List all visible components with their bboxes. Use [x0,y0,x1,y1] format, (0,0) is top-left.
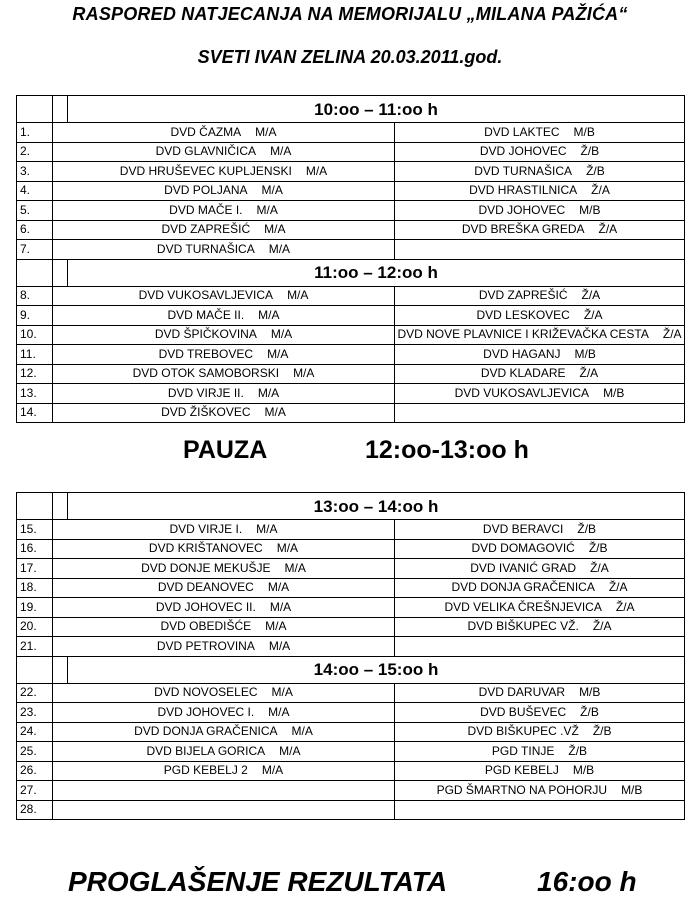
right-lane-cell [395,539,685,559]
table-row [17,578,685,598]
left-team: DVD JOHOVEC II. [155,599,256,614]
right-lane-cell [395,761,685,781]
right-category: Ž/A [583,307,603,322]
table-row [17,384,685,404]
pause-time: 12:oo-13:oo h [365,436,529,464]
time-slot-row [17,493,685,520]
left-category: M/A [291,724,313,739]
table-row [17,559,685,579]
right-lane-cell [395,325,685,345]
row-number: 12. [17,364,53,384]
left-lane-cell [53,142,395,162]
row-number: 15. [17,520,53,540]
right-team: DVD KLADARE [480,366,566,381]
schedule-table-afternoon [16,492,685,820]
left-category: M/A [293,366,315,381]
left-category: M/A [267,580,290,595]
row-number: 1. [17,123,53,143]
right-team: DVD TURNAŠICA [474,163,573,178]
table-row [17,142,685,162]
row-number: 7. [17,240,53,260]
row-number: 20. [17,617,53,637]
left-category: M/A [261,183,283,198]
table-row [17,403,685,423]
table-row [17,325,685,345]
row-number: 4. [17,181,53,201]
left-category: M/A [279,743,301,758]
left-team: DVD ŽIŠKOVEC [161,405,251,420]
table-row [17,761,685,781]
left-category: M/A [305,163,328,178]
right-category: M/B [572,763,595,778]
right-category: Ž/B [577,521,597,536]
left-team: PGD KEBELJ 2 [163,763,248,778]
left-team: DVD DONJA GRAČENICA [134,724,278,739]
table-row [17,162,685,182]
right-category: Ž/A [598,222,618,237]
left-category: M/A [268,704,290,719]
left-category: M/A [270,144,292,159]
time-slot-label: 14:oo – 15:oo h [68,656,685,683]
left-lane-cell [53,559,395,579]
row-number: 19. [17,598,53,618]
right-category: Ž/A [591,183,610,198]
table-row [17,637,685,657]
left-category: M/A [287,288,309,303]
left-lane-cell [53,800,395,820]
right-category: Ž/A [608,580,628,595]
right-category: M/B [579,202,601,217]
right-category: Ž/B [592,724,612,739]
left-lane-cell [53,306,395,326]
right-category: Ž/B [580,144,600,159]
right-team: DVD VUKOSAVLJEVICA [454,385,590,400]
left-team: DVD MAČE II. [167,307,245,322]
right-lane-cell [395,220,685,240]
left-category: M/A [269,599,292,614]
right-lane-cell [395,403,685,423]
table-row [17,240,685,260]
left-team: DVD TREBOVEC [158,346,254,361]
left-team: DVD POLJANA [164,183,248,198]
row-number: 16. [17,539,53,559]
right-lane-cell [395,598,685,618]
slot-header-empty [53,96,68,123]
left-team: DVD TURNAŠICA [156,241,255,256]
left-lane-cell [53,761,395,781]
left-team: DVD HRUŠEVEC KUPLJENSKI [119,163,292,178]
right-category: Ž/A [590,560,609,575]
left-category: M/A [256,202,278,217]
right-lane-cell [395,703,685,723]
row-number: 13. [17,384,53,404]
right-category: M/B [574,346,596,361]
right-lane-cell [395,722,685,742]
left-team: DVD JOHOVEC I. [157,704,255,719]
left-team: DVD ČAZMA [170,124,242,139]
right-team: DVD NOVE PLAVNICE I KRIŽEVAČKA CESTA [397,327,649,342]
time-slot-row [17,96,685,123]
slot-header-empty [17,96,53,123]
left-category: M/A [261,763,284,778]
row-number: 18. [17,578,53,598]
slot-header-empty [53,493,68,520]
left-team: DVD MAČE I. [169,202,243,217]
left-category: M/A [271,685,293,700]
left-lane-cell [53,683,395,703]
right-lane-cell [395,181,685,201]
right-lane-cell [395,683,685,703]
table-row [17,781,685,801]
left-lane-cell [53,325,395,345]
table-row [17,742,685,762]
left-lane-cell [53,539,395,559]
table-row [17,520,685,540]
left-team: DVD OTOK SAMOBORSKI [132,366,280,381]
right-team: DVD JOHOVEC [478,202,566,217]
left-lane-cell [53,598,395,618]
row-number: 25. [17,742,53,762]
right-team: DVD LESKOVEC [476,307,570,322]
time-slot-label: 10:oo – 11:oo h [68,96,685,123]
left-lane-cell [53,364,395,384]
right-lane-cell [395,800,685,820]
left-lane-cell [53,578,395,598]
left-team: DVD VUKOSAVLJEVICA [138,288,274,303]
right-lane-cell [395,637,685,657]
row-number: 3. [17,162,53,182]
left-lane-cell [53,742,395,762]
right-lane-cell [395,162,685,182]
row-number: 22. [17,683,53,703]
schedule-table-morning [16,95,685,423]
left-team: DVD BIJELA GORICA [146,743,266,758]
right-lane-cell [395,286,685,306]
time-slot-row [17,259,685,286]
table-row [17,286,685,306]
right-team: DVD DARUVAR [478,685,566,700]
right-category: M/B [621,782,643,797]
table-row [17,598,685,618]
right-team: DVD HRASTILNICA [469,183,578,198]
left-lane-cell [53,403,395,423]
right-team: DVD DONJA GRAČENICA [451,580,595,595]
left-category: M/A [255,124,277,139]
left-team: DVD ZAPREŠIĆ [161,222,251,237]
table-row [17,539,685,559]
left-team: DVD OBEDIŠĆE [160,619,252,634]
row-number: 2. [17,142,53,162]
right-lane-cell [395,520,685,540]
table-row [17,703,685,723]
table-row [17,722,685,742]
right-lane-cell [395,345,685,365]
time-slot-row [17,656,685,683]
left-lane-cell [53,703,395,723]
slot-header-empty [17,259,53,286]
left-lane-cell [53,220,395,240]
row-number: 11. [17,345,53,365]
left-lane-cell [53,123,395,143]
table-row [17,683,685,703]
right-category: M/B [579,685,601,700]
slot-header-empty [53,259,68,286]
left-team: DVD VIRJE I. [169,521,243,536]
right-lane-cell [395,617,685,637]
results-label: PROGLAŠENJE REZULTATA [68,866,448,897]
slot-header-empty [53,656,68,683]
row-number: 8. [17,286,53,306]
right-lane-cell [395,781,685,801]
row-number: 23. [17,703,53,723]
table-row [17,220,685,240]
right-category: Ž/B [568,743,588,758]
left-lane-cell [53,637,395,657]
left-category: M/A [270,327,293,342]
left-team: DVD PETROVINA [156,638,255,653]
row-number: 9. [17,306,53,326]
left-team: DVD NOVOSELEC [154,685,258,700]
right-team: DVD BERAVCI [482,521,564,536]
right-lane-cell [395,306,685,326]
right-lane-cell [395,578,685,598]
slot-header-empty [17,656,53,683]
left-lane-cell [53,345,395,365]
right-team: PGD KEBELJ [484,763,559,778]
right-team: DVD IVANIĆ GRAD [470,560,577,575]
left-team: DVD DEANOVEC [157,580,254,595]
pause-label: PAUZA [183,436,268,464]
right-category: Ž/B [580,704,599,719]
right-lane-cell [395,559,685,579]
row-number: 6. [17,220,53,240]
time-slot-label: 11:oo – 12:oo h [68,259,685,286]
right-category: Ž/B [588,541,608,556]
table-row [17,201,685,221]
left-category: M/A [265,619,287,634]
left-lane-cell [53,384,395,404]
right-lane-cell [395,240,685,260]
slot-header-empty [17,493,53,520]
right-team: DVD DOMAGOVIĆ [471,541,575,556]
right-category: Ž/A [615,599,635,614]
left-category: M/A [268,241,291,256]
row-number: 14. [17,403,53,423]
table-row [17,345,685,365]
left-team: DVD ŠPIČKOVINA [154,327,257,342]
right-team: DVD VELIKA ČREŠNJEVICA [444,599,602,614]
left-lane-cell [53,722,395,742]
row-number: 5. [17,201,53,221]
right-team: DVD ZAPREŠIĆ [478,288,568,303]
right-team: DVD LAKTEC [484,124,560,139]
left-category: M/A [256,521,278,536]
left-lane-cell [53,286,395,306]
right-lane-cell [395,742,685,762]
right-team: PGD ŠMARTNO NA POHORJU [436,782,608,797]
row-number: 10. [17,325,53,345]
left-lane-cell [53,181,395,201]
right-category: Ž/A [579,366,599,381]
row-number: 24. [17,722,53,742]
right-lane-cell [395,384,685,404]
row-number: 27. [17,781,53,801]
table-row [17,181,685,201]
left-lane-cell [53,617,395,637]
document-subtitle: SVETI IVAN ZELINA 20.03.2011.god. [197,47,503,67]
left-lane-cell [53,201,395,221]
table-row [17,123,685,143]
table-row [17,364,685,384]
right-lane-cell [395,201,685,221]
right-team: PGD TINJE [491,743,555,758]
left-category: M/A [264,405,286,420]
row-number: 28. [17,800,53,820]
document-title: RASPORED NATJECANJA NA MEMORIJALU „MILANA PAŽIĆA“ [72,4,628,24]
left-team: DVD KRIŠTANOVEC [148,541,263,556]
left-team: DVD GLAVNIČICA [155,144,257,159]
table-row [17,617,685,637]
row-number: 26. [17,761,53,781]
right-lane-cell [395,123,685,143]
row-number: 21. [17,637,53,657]
right-category: M/B [603,385,625,400]
left-category: M/A [257,385,280,400]
left-category: M/A [268,638,291,653]
left-category: M/A [284,560,306,575]
right-team: DVD HAGANJ [483,346,561,361]
right-team: DVD BIŠKUPEC VŽ. [467,619,579,634]
table-row [17,306,685,326]
right-team: DVD BIŠKUPEC .VŽ [467,724,579,739]
right-category: Ž/A [592,619,612,634]
right-category: Ž/B [586,163,605,178]
left-category: M/A [276,541,299,556]
row-number: 17. [17,559,53,579]
right-team: DVD BREŠKA GREDA [461,222,585,237]
right-category: Ž/A [581,288,601,303]
right-lane-cell [395,142,685,162]
left-lane-cell [53,781,395,801]
left-lane-cell [53,520,395,540]
left-team: DVD DONJE MEKUŠJE [141,560,271,575]
results-time: 16:oo h [537,866,637,897]
left-lane-cell [53,240,395,260]
left-category: M/A [267,346,289,361]
right-lane-cell [395,364,685,384]
left-category: M/A [258,307,280,322]
left-team: DVD VIRJE II. [167,385,244,400]
left-category: M/A [264,222,286,237]
time-slot-label: 13:oo – 14:oo h [68,493,685,520]
right-category: Ž/A [662,327,682,342]
left-lane-cell [53,162,395,182]
right-category: M/B [573,124,595,139]
right-team: DVD BUŠEVEC [480,704,567,719]
right-team: DVD JOHOVEC [479,144,567,159]
table-row [17,800,685,820]
